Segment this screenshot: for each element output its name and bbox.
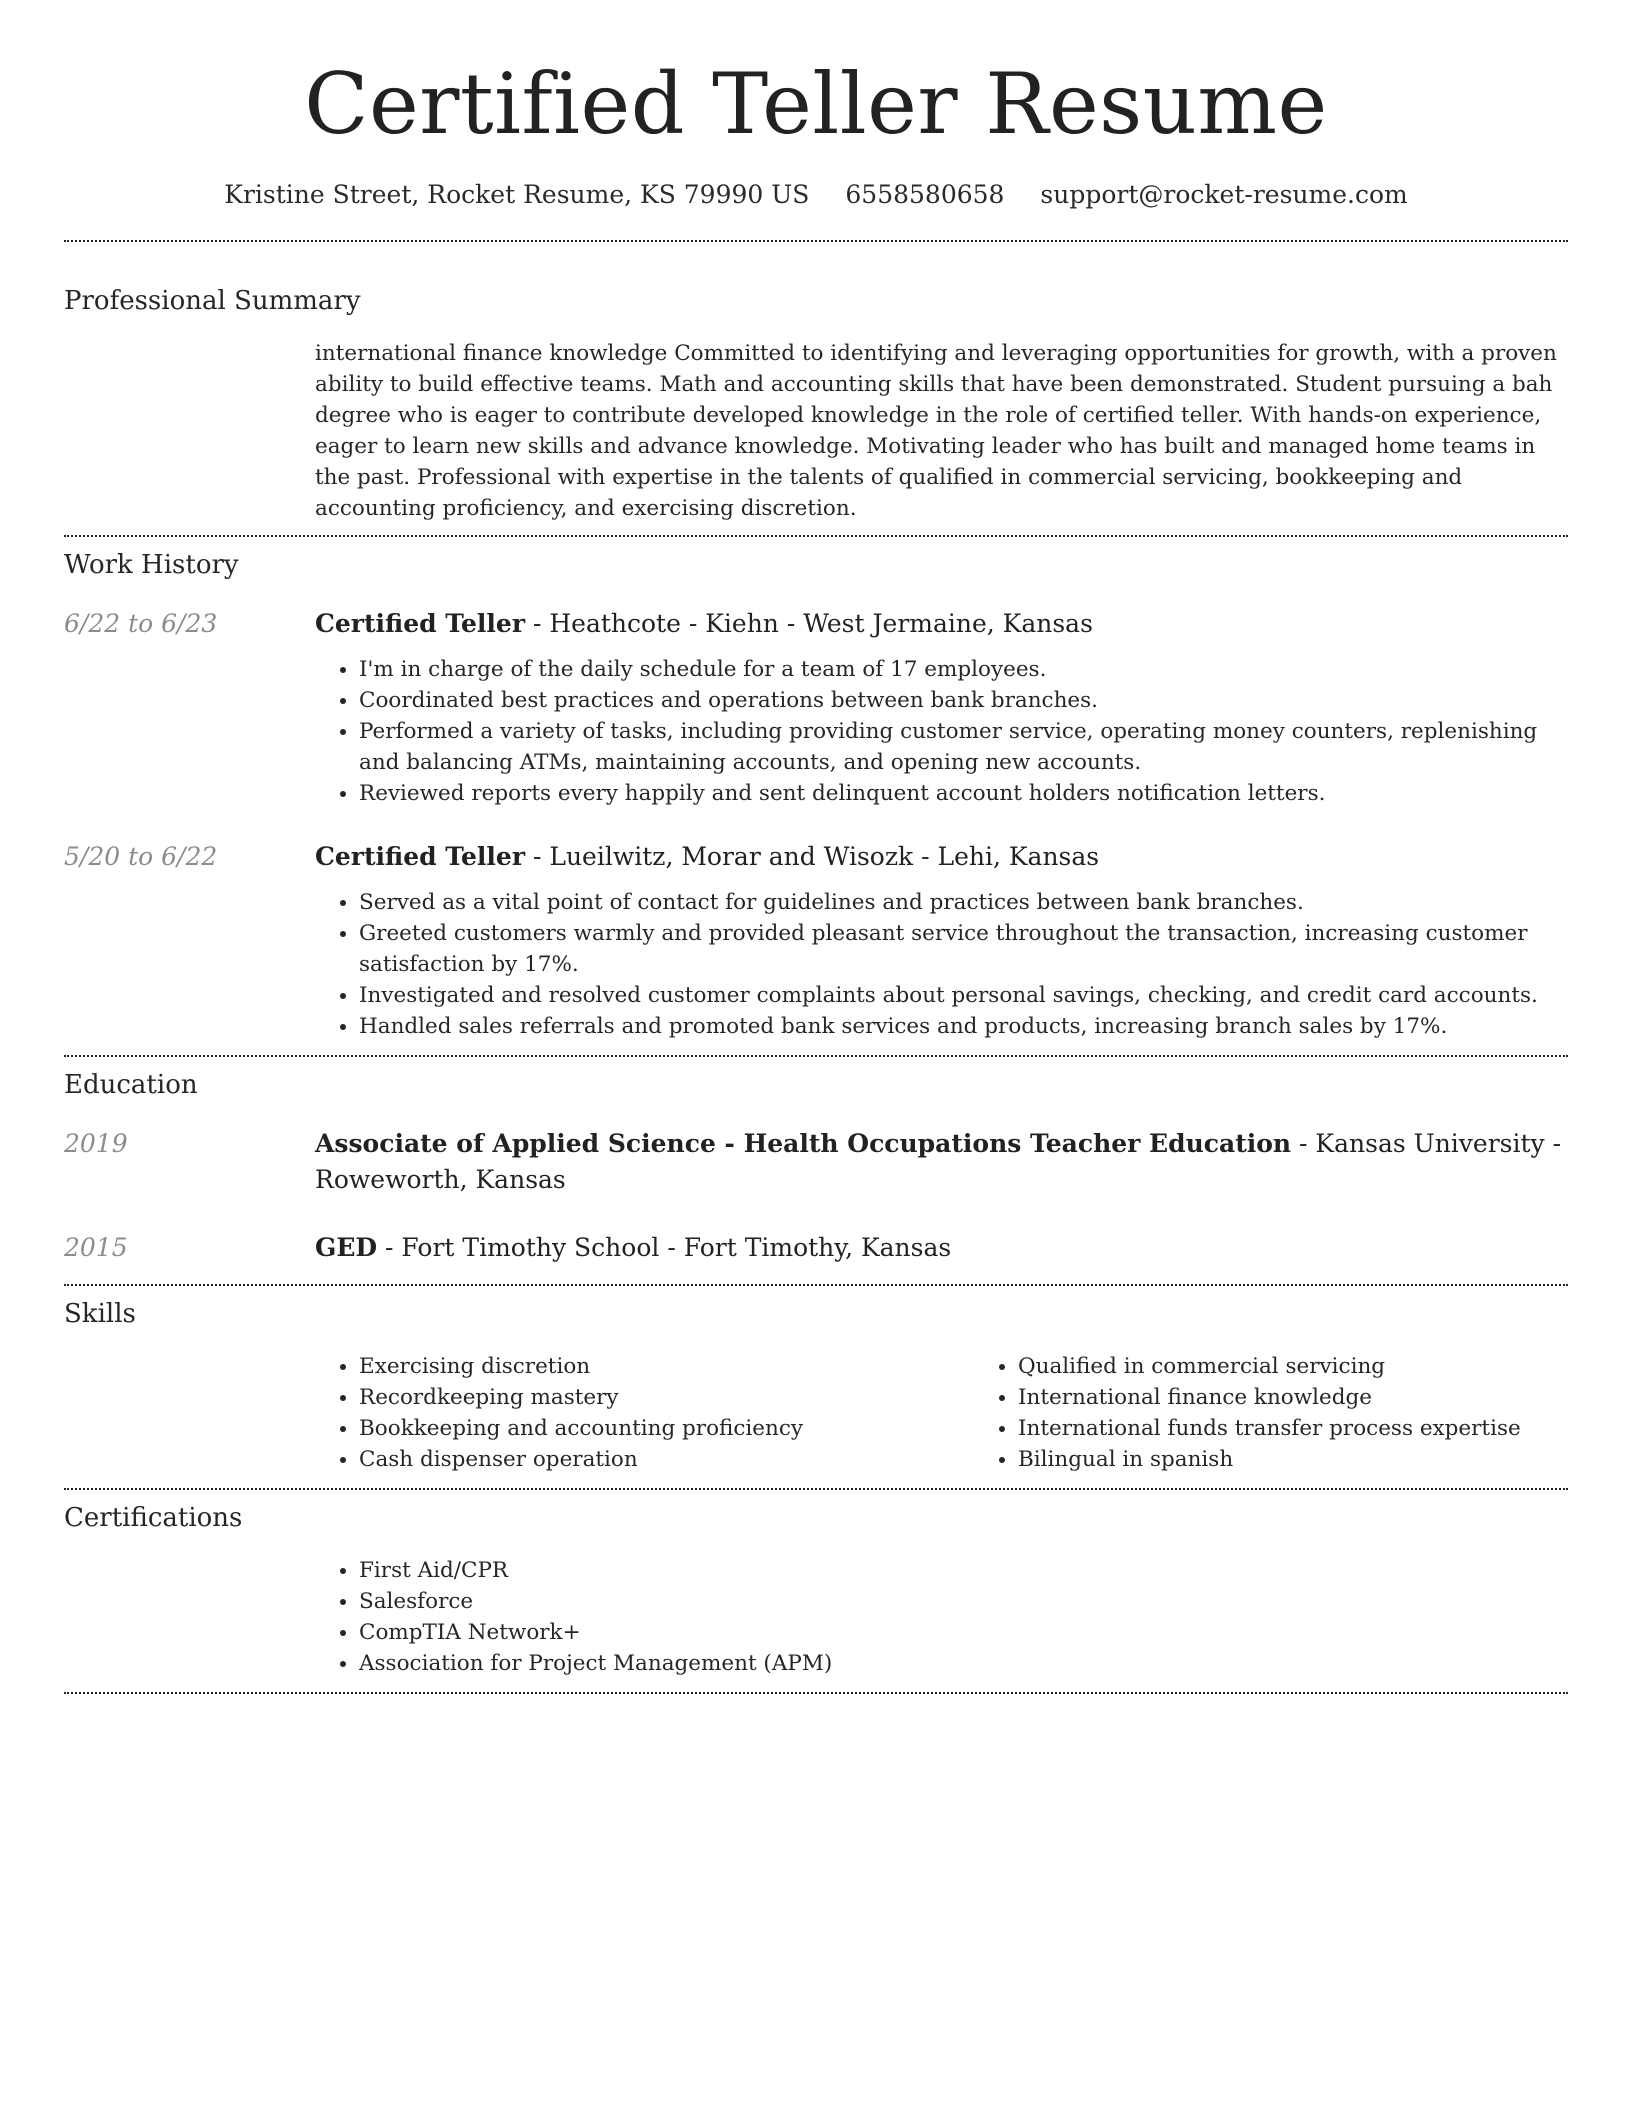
summary-text: international finance knowledge Committed to identifying and leveraging opportunities for growth, with a proven ability to build effective teams. Math and accounting skills that have been demonstrated. Student pursuing a bah degree who is eager to contribute developed knowledge in the role of certified teller. With hands-on experience, eager to learn new skills and advance knowledge. Motivating leader who has built and managed home teams in the past. Professional with expertise in the talents of qualified in commercial servicing, bookkeeping and accounting proficiency, and exercising discretion. bbox=[315, 341, 1557, 521]
education-details: - Fort Timothy School - Fort Timothy, Kansas bbox=[377, 1233, 952, 1262]
list-item: • Cash dispenser operation bbox=[359, 1444, 974, 1475]
skills-list-right bbox=[974, 1351, 1632, 1475]
section-heading-skills: Skills bbox=[64, 1299, 136, 1329]
certifications-list bbox=[315, 1555, 1568, 1679]
job-title bbox=[315, 606, 1568, 642]
list-item: • International funds transfer process expertise bbox=[1018, 1413, 1632, 1444]
address: Kristine Street, Rocket Resume, KS 79990 US bbox=[224, 180, 810, 209]
list-item: • Coordinated best practices and operations between bank branches. bbox=[359, 685, 1568, 716]
resume-title: Certified Teller Resume bbox=[304, 55, 1328, 153]
section-heading-work: Work History bbox=[64, 550, 239, 580]
section-heading-certifications: Certifications bbox=[64, 1503, 243, 1533]
list-item: • Association for Project Management (APM) bbox=[359, 1648, 1568, 1679]
skills-grid bbox=[315, 1351, 1632, 1475]
list-item: • CompTIA Network+ bbox=[359, 1617, 1568, 1648]
job-details: - Heathcote - Kiehn - West Jermaine, Kansas bbox=[525, 609, 1093, 638]
list-item: • First Aid/CPR bbox=[359, 1555, 1568, 1586]
education-year: 2019 bbox=[64, 1129, 128, 1158]
skills-list-left bbox=[315, 1351, 974, 1475]
education-details: - Kansas University - Roweworth, Kansas bbox=[315, 1129, 1562, 1194]
job-role: Certified Teller bbox=[315, 609, 525, 638]
list-item: • I'm in charge of the daily schedule for a team of 17 employees. bbox=[359, 654, 1568, 685]
divider bbox=[64, 240, 1568, 242]
education-title bbox=[315, 1230, 1568, 1266]
certifications-section bbox=[64, 1501, 1568, 1679]
education-entry bbox=[64, 1230, 1568, 1266]
summary-section bbox=[64, 284, 1568, 524]
job-dates: 5/20 to 6/22 bbox=[64, 842, 218, 871]
list-item: • Exercising discretion bbox=[359, 1351, 974, 1382]
education-entry bbox=[64, 1126, 1568, 1198]
job-dates: 6/22 to 6/23 bbox=[64, 609, 218, 638]
education-title bbox=[315, 1126, 1568, 1198]
education-degree: GED bbox=[315, 1233, 378, 1262]
list-item: • Qualified in commercial servicing bbox=[1018, 1351, 1632, 1382]
divider bbox=[64, 1692, 1568, 1694]
contact-line bbox=[64, 178, 1568, 212]
list-item: • Performed a variety of tasks, including providing customer service, operating money counters, replenishing and balancing ATMs, maintaining accounts, and opening new accounts. bbox=[359, 716, 1568, 778]
list-item: • Greeted customers warmly and provided pleasant service throughout the transaction, increasing customer satisfaction by 17%. bbox=[359, 918, 1568, 980]
job-bullets bbox=[315, 654, 1568, 809]
phone: 6558580658 bbox=[845, 180, 1005, 209]
skills-section bbox=[64, 1297, 1568, 1475]
job-title bbox=[315, 839, 1568, 875]
divider bbox=[64, 1488, 1568, 1490]
education-degree: Associate of Applied Science - Health Occupations Teacher Education bbox=[315, 1129, 1292, 1158]
education-section bbox=[64, 1068, 1568, 1266]
list-item: • Investigated and resolved customer complaints about personal savings, checking, and credit card accounts. bbox=[359, 980, 1568, 1011]
divider bbox=[64, 1055, 1568, 1057]
education-year: 2015 bbox=[64, 1233, 128, 1262]
divider bbox=[64, 1284, 1568, 1286]
list-item: • Reviewed reports every happily and sent delinquent account holders notification letters. bbox=[359, 778, 1568, 809]
work-section bbox=[64, 548, 1568, 1042]
list-item: • Salesforce bbox=[359, 1586, 1568, 1617]
list-item: • International finance knowledge bbox=[1018, 1382, 1632, 1413]
job-entry bbox=[64, 606, 1568, 809]
divider bbox=[64, 535, 1568, 537]
job-details: - Lueilwitz, Morar and Wisozk - Lehi, Kansas bbox=[525, 842, 1100, 871]
section-heading-education: Education bbox=[64, 1070, 198, 1100]
list-item: • Bilingual in spanish bbox=[1018, 1444, 1632, 1475]
list-item: • Handled sales referrals and promoted bank services and products, increasing branch sales by 17%. bbox=[359, 1011, 1568, 1042]
job-bullets bbox=[315, 887, 1568, 1042]
section-heading-summary: Professional Summary bbox=[64, 286, 361, 316]
job-role: Certified Teller bbox=[315, 842, 525, 871]
resume-page bbox=[64, 0, 1568, 1694]
list-item: • Served as a vital point of contact for guidelines and practices between bank branches. bbox=[359, 887, 1568, 918]
list-item: • Recordkeeping mastery bbox=[359, 1382, 974, 1413]
list-item: • Bookkeeping and accounting proficiency bbox=[359, 1413, 974, 1444]
email: support@rocket-resume.com bbox=[1040, 180, 1408, 209]
job-entry bbox=[64, 839, 1568, 1042]
